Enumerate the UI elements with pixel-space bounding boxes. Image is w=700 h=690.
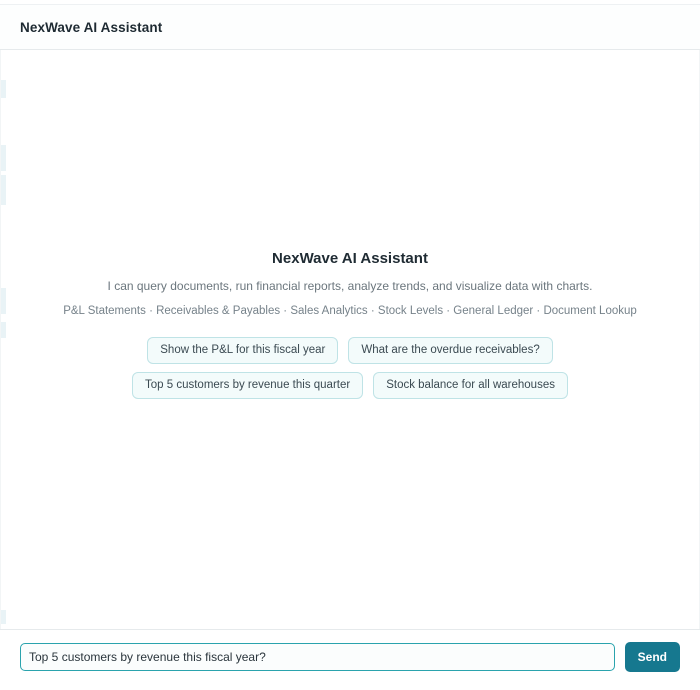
conversation-area (1, 50, 699, 629)
suggestion-chip[interactable]: Stock balance for all warehouses (373, 372, 568, 399)
capabilities-list: P&L Statements · Receivables & Payables · Sales Analytics · Stock Levels · General Ledger · Document Lookup (63, 305, 637, 318)
empty-state-heading: NexWave AI Assistant (272, 250, 428, 268)
empty-state-subheading: I can query documents, run financial reports, analyze trends, and visualize data with charts. (107, 279, 593, 294)
page-title: NexWave AI Assistant (20, 19, 163, 35)
window-bottom-edge (0, 684, 700, 690)
suggestion-chip[interactable]: Show the P&L for this fiscal year (147, 337, 338, 364)
suggestion-chip[interactable]: What are the overdue receivables? (348, 337, 552, 364)
composer-bar (0, 629, 700, 684)
suggestion-chips (50, 337, 650, 398)
main-body (0, 50, 700, 629)
message-input[interactable] (20, 643, 615, 671)
send-button[interactable]: Send (625, 642, 680, 672)
empty-state (1, 250, 699, 408)
suggestion-chip[interactable]: Top 5 customers by revenue this quarter (132, 372, 363, 399)
titlebar (0, 5, 700, 50)
